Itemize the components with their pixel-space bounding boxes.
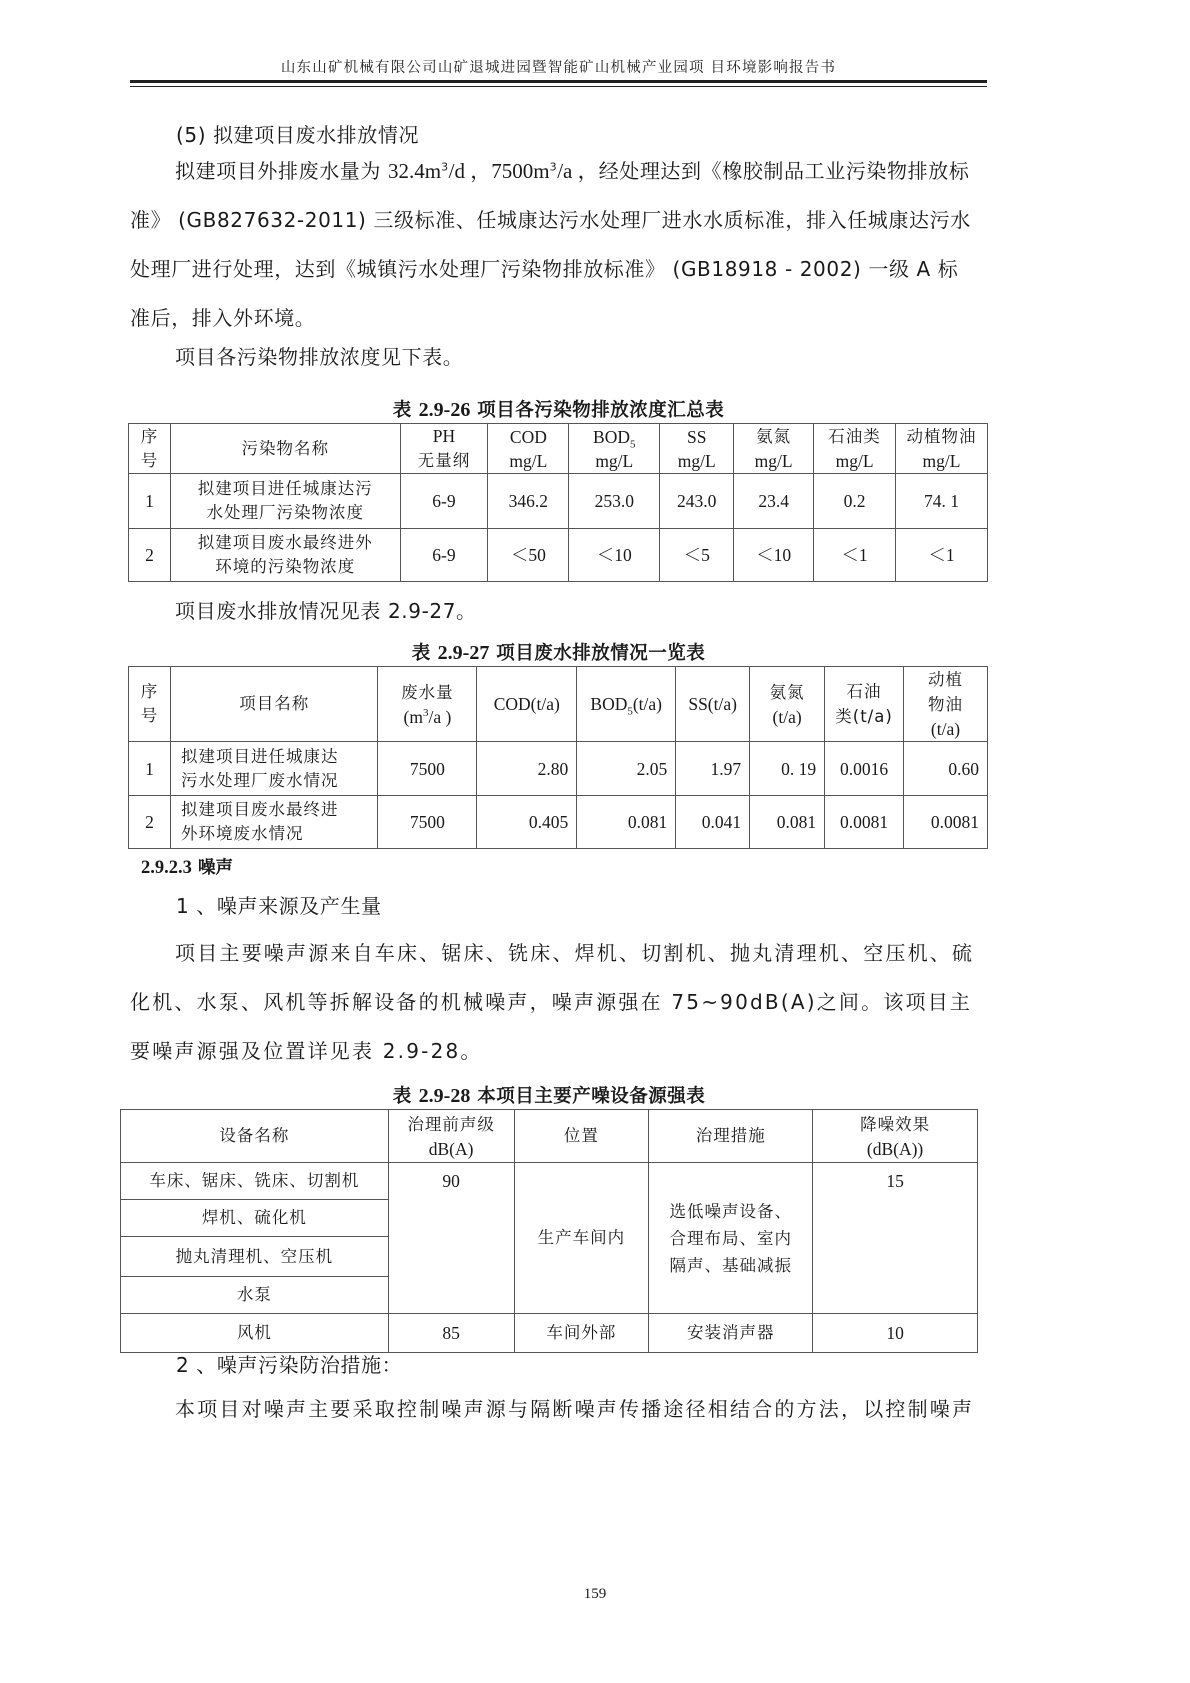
header-cell: $BOD_5(t/a)$ (577, 667, 676, 742)
header-rule-thick (130, 80, 987, 83)
table-row (121, 1163, 978, 1200)
header-cell: 治理措施 (649, 1110, 813, 1163)
header-cell: 设备名称 (121, 1110, 389, 1163)
page-number: 159 (583, 1586, 607, 1602)
table-26-caption: 表 2.9-26 项目各污染物排放浓度汇总表 (392, 399, 725, 421)
header-cell: 石油 类(t/a) (825, 667, 904, 742)
noise-level: 90 (388, 1163, 514, 1314)
section-heading: (5) 拟建项目废水排放情况 (176, 123, 420, 147)
noise-control-subheading: 2 、噪声污染防治措施： (176, 1353, 403, 1377)
bod-value: 253.0 (569, 474, 660, 529)
bod-value: 0.081 (577, 796, 676, 849)
header-cell: COD mg/L (488, 424, 569, 474)
header-cell: 项目名称 (170, 667, 378, 742)
header-cell: 石油类 mg/L (814, 424, 896, 474)
veg-oil-value: ＜1 (896, 529, 988, 582)
ammonia-value: 0. 19 (750, 742, 825, 796)
table-row (129, 529, 988, 582)
table-28-caption: 表 2.9-28 本项目主要产噪设备源强表 (392, 1085, 706, 1107)
control-measure: 选低噪声设备、 合理布局、室内 隔声、基础减振 (649, 1163, 813, 1314)
table-header-row (121, 1110, 978, 1163)
header-cell: 氨氮 (t/a) (750, 667, 825, 742)
oil-value: 0.2 (814, 474, 896, 529)
device-name: 焊机、硫化机 (121, 1200, 389, 1237)
wastewater-discharge-table (128, 666, 988, 849)
device-name: 车床、锯床、铣床、切割机 (121, 1163, 389, 1200)
water-volume: 7500 (378, 742, 477, 796)
header-cell: PH 无量纲 (400, 424, 488, 474)
noise-level: 85 (388, 1314, 514, 1353)
header-cell: 治理前声级 dB(A) (388, 1110, 514, 1163)
noise-reduction: 15 (813, 1163, 978, 1314)
bod-value: ＜10 (569, 529, 660, 582)
device-name: 水泵 (121, 1277, 389, 1314)
header-rule-thin (130, 86, 987, 87)
pollutant-name: 拟建项目废水最终进外 环境的污染物浓度 (170, 529, 400, 582)
noise-source-table (120, 1109, 978, 1353)
header-cell: 废水量 ($m^3/a$ ) (378, 667, 477, 742)
noise-section-heading: 2.9.2.3 噪声 (141, 858, 233, 878)
veg-oil-value: 0.60 (904, 742, 988, 796)
oil-value: 0.0081 (825, 796, 904, 849)
location: 车间外部 (514, 1314, 649, 1353)
device-name: 抛丸清理机、空压机 (121, 1237, 389, 1277)
cod-value: 0.405 (477, 796, 577, 849)
header-cell: SS(t/a) (676, 667, 750, 742)
table-row (129, 742, 988, 796)
header-cell: 氨氮 mg/L (734, 424, 814, 474)
noise-reduction: 10 (813, 1314, 978, 1353)
header-cell: 位置 (514, 1110, 649, 1163)
header-cell: $BOD_5$ mg/L (569, 424, 660, 474)
table-row (129, 474, 988, 529)
row-number: 2 (129, 529, 171, 582)
ss-value: ＜5 (660, 529, 734, 582)
table-row (129, 796, 988, 849)
header-cell: 动植 物油 (t/a) (904, 667, 988, 742)
pollutant-concentration-table (128, 423, 988, 582)
project-name: 拟建项目进任城康达 污水处理厂废水情况 (170, 742, 378, 796)
table-header-row (129, 667, 988, 742)
pollutant-name: 拟建项目进任城康达污 水处理厂污染物浓度 (170, 474, 400, 529)
row-number: 2 (129, 796, 171, 849)
noise-control-paragraph: 本项目对噪声主要采取控制噪声源与隔断噪声传播途径相结合的方法，以控制噪声 (175, 1397, 975, 1421)
table-27-caption: 表 2.9-27 项目废水排放情况一览表 (411, 642, 706, 664)
ph-value: 6-9 (400, 474, 488, 529)
ss-value: 0.041 (676, 796, 750, 849)
cod-value: 346.2 (488, 474, 569, 529)
bod-value: 2.05 (577, 742, 676, 796)
header-cell: 动植物油 mg/L (896, 424, 988, 474)
header-cell: SS mg/L (660, 424, 734, 474)
header-cell: 序 号 (129, 667, 171, 742)
row-number: 1 (129, 742, 171, 796)
ss-value: 243.0 (660, 474, 734, 529)
project-name: 拟建项目废水最终进 外环境废水情况 (170, 796, 378, 849)
header-cell: 序 号 (129, 424, 171, 474)
ammonia-value: 0.081 (750, 796, 825, 849)
table-intro-paragraph: 项目各污染物排放浓度见下表。 (175, 345, 464, 369)
running-header: 山东山矿机械有限公司山矿退城进园暨智能矿山机械产业园项 目环境影响报告书 (280, 60, 837, 76)
table-27-intro: 项目废水排放情况见表 2.9-27。 (175, 599, 477, 623)
veg-oil-value: 0.0081 (904, 796, 988, 849)
ss-value: 1.97 (676, 742, 750, 796)
cod-value: ＜50 (488, 529, 569, 582)
header-cell: COD(t/a) (477, 667, 577, 742)
oil-value: 0.0016 (825, 742, 904, 796)
oil-value: ＜1 (814, 529, 896, 582)
location: 生产车间内 (514, 1163, 649, 1314)
ammonia-value: ＜10 (734, 529, 814, 582)
water-volume: 7500 (378, 796, 477, 849)
header-cell: 污染物名称 (170, 424, 400, 474)
row-number: 1 (129, 474, 171, 529)
cod-value: 2.80 (477, 742, 577, 796)
veg-oil-value: 74. 1 (896, 474, 988, 529)
control-measure: 安装消声器 (649, 1314, 813, 1353)
header-cell: 降噪效果 (dB(A)) (813, 1110, 978, 1163)
ammonia-value: 23.4 (734, 474, 814, 529)
ph-value: 6-9 (400, 529, 488, 582)
table-header-row (129, 424, 988, 474)
noise-source-paragraph: 项目主要噪声源来自车床、锯床、铣床、焊机、切割机、抛丸清理机、空压机、硫化机、水泵、风机等拆解设备的机械噪声，噪声源强在 75~90dB(A)之间。该项目主要噪声源强及位置详见表 2.9-28。 (130, 941, 975, 1063)
noise-source-subheading: 1 、噪声来源及产生量 (176, 894, 382, 918)
device-name: 风机 (121, 1314, 389, 1353)
wastewater-paragraph: 拟建项目外排废水量为 $32.4m^3/d$ ，$7500m^3/a$ ，经处理达到《橡胶制品工业污染物排放标准》 (GB827632-2011) 三级标准、任城康达污水处理厂进水水质标准，排入任城康达污水处理厂进行处理，达到《城镇污水处理厂污染物排放标准》 (GB18918 - 2002) 一级 A 标准后，排入外环境。 (130, 159, 971, 330)
